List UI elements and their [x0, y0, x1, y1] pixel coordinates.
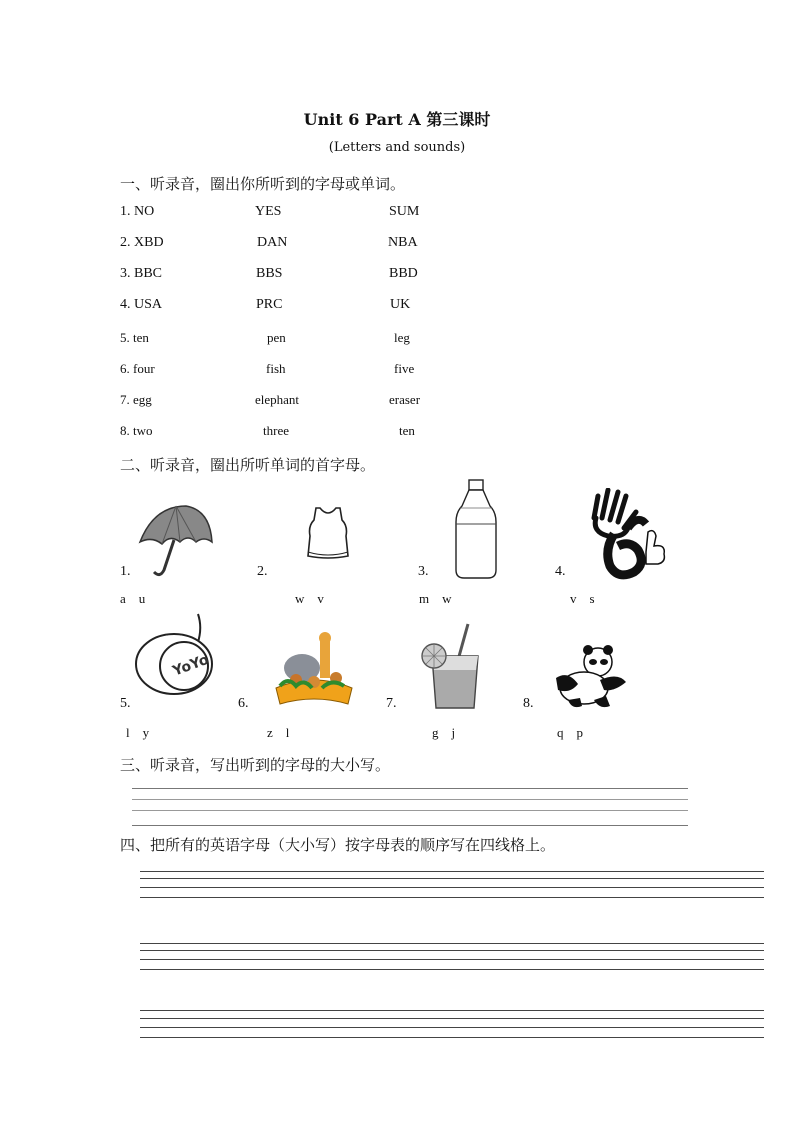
vest-icon: [302, 506, 354, 562]
letter-choices[interactable]: q p: [557, 725, 583, 740]
section-1-heading: 一、听录音，圈出你所听到的字母或单词。: [120, 175, 406, 193]
yoyo-icon: [132, 612, 216, 698]
page-title: Unit 6 Part A 第三课时: [303, 110, 491, 129]
letter-choices[interactable]: z l: [267, 725, 290, 740]
option-b: PRC: [256, 297, 283, 312]
section-4-heading: 四、把所有的英语字母（大小写）按字母表的顺序写在四线格上。: [120, 836, 556, 854]
option-c: ten: [399, 423, 415, 438]
letter-choices[interactable]: a u: [120, 591, 146, 606]
item-number: 3.: [418, 564, 429, 579]
option-b: three: [263, 423, 289, 438]
option-a: 5. ten: [120, 330, 149, 345]
svg-text:YoYo: YoYo: [170, 651, 211, 680]
item-number: 5.: [120, 696, 131, 711]
umbrella-icon: [134, 500, 216, 580]
option-b: fish: [266, 361, 286, 376]
panda-icon: [548, 644, 630, 712]
option-a: 6. four: [120, 361, 155, 376]
item-number: 2.: [257, 564, 268, 579]
option-b: pen: [267, 330, 286, 345]
option-c: SUM: [389, 204, 420, 219]
option-a: 3. BBC: [120, 266, 163, 281]
letter-choices[interactable]: g j: [432, 725, 456, 740]
section-2-heading: 二、听录音，圈出所听单词的首字母。: [120, 456, 376, 474]
water-bottle-icon: [452, 478, 500, 580]
option-b: elephant: [255, 392, 300, 407]
option-b: BBS: [256, 266, 283, 281]
item-number: 8.: [523, 696, 534, 711]
section-3-heading: 三、听录音，写出听到的字母的大小写。: [120, 756, 391, 774]
option-a: 2. XBD: [120, 235, 164, 250]
option-c: five: [394, 361, 415, 376]
option-a: 8. two: [120, 423, 153, 438]
zoo-animals-icon: [274, 632, 354, 706]
juice-icon: [418, 622, 490, 712]
option-c: NBA: [388, 235, 418, 250]
option-c: BBD: [389, 266, 418, 281]
item-number: 1.: [120, 564, 131, 579]
option-b: YES: [255, 204, 282, 219]
letter-choices[interactable]: l y: [126, 725, 150, 740]
option-a: 7. egg: [120, 392, 152, 407]
letter-choices[interactable]: w v: [295, 591, 324, 606]
letter-choices[interactable]: v s: [570, 591, 595, 606]
item-number: 6.: [238, 696, 249, 711]
option-c: leg: [394, 330, 410, 345]
option-c: eraser: [389, 392, 421, 407]
letter-choices[interactable]: m w: [419, 591, 452, 606]
option-b: DAN: [257, 235, 288, 250]
item-number: 7.: [386, 696, 397, 711]
hand-six-icon: [588, 488, 670, 580]
page-subtitle: (Letters and sounds): [328, 140, 466, 155]
option-a: 4. USA: [120, 297, 163, 312]
option-c: UK: [390, 297, 411, 312]
option-a: 1. NO: [120, 204, 155, 219]
item-number: 4.: [555, 564, 566, 579]
